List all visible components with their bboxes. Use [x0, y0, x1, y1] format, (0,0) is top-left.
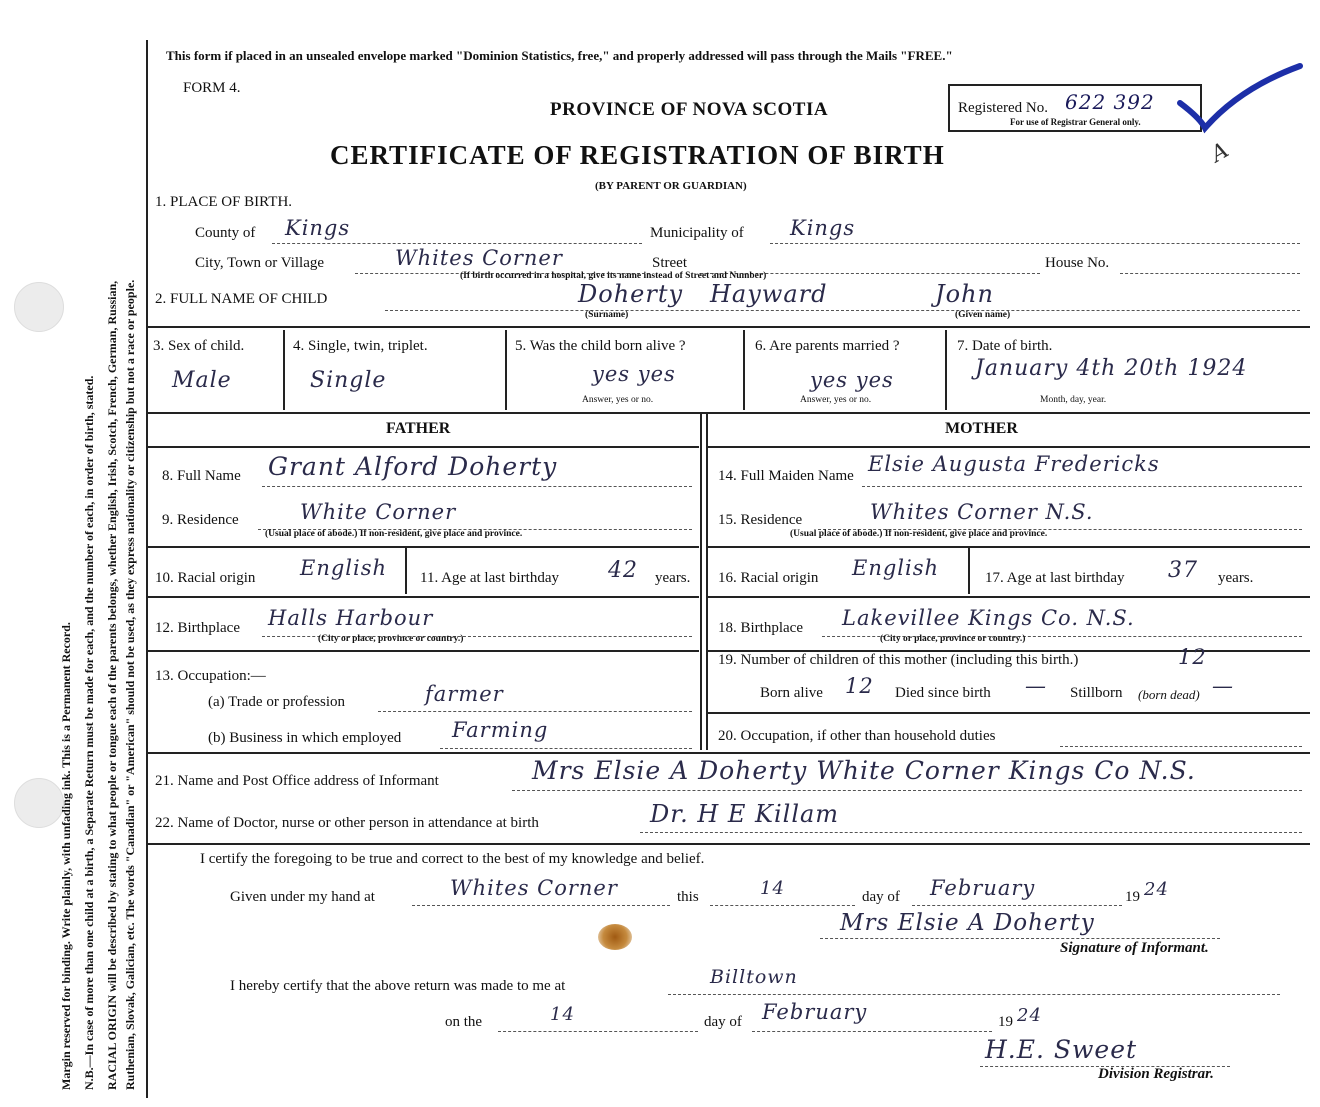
father-business-label: (b) Business in which employed	[208, 730, 402, 746]
father-birthplace-value: Halls Harbour	[268, 606, 434, 630]
mother-birthplace-value: Lakevillee Kings Co. N.S.	[842, 606, 1135, 630]
stillborn-label: Stillborn	[1070, 685, 1123, 701]
left-border	[146, 40, 148, 1098]
mother-birthplace-label: 18. Birthplace	[718, 620, 803, 636]
certification-statement: I certify the foregoing to be true and correct to the best of my knowledge and belief.	[200, 851, 705, 867]
margin-note-binding: Margin reserved for binding. Write plainly, with unfading ink. This is a Permanent Record.	[59, 622, 73, 1090]
binding-hole-top	[14, 282, 64, 332]
margin-note-racial-origin: RACIAL ORIGIN will be described by stating to what people or tongue each of the parents belongs, whether English, Irish, Scotch, French, German, Russian,	[105, 280, 119, 1090]
father-age-label: 11. Age at last birthday	[420, 570, 559, 586]
parents-married-value: yes yes	[810, 368, 894, 392]
died-since-birth-label: Died since birth	[895, 685, 991, 701]
born-alive-count-label: Born alive	[760, 685, 823, 701]
registrar-year-prefix: 19	[998, 1014, 1013, 1030]
mother-children-value: 12	[1178, 645, 1207, 669]
certificate-title: CERTIFICATE OF REGISTRATION OF BIRTH	[330, 140, 945, 170]
blue-check-mark-icon	[1170, 58, 1310, 148]
registered-box	[948, 84, 1202, 132]
parents-married-label: 6. Are parents married ?	[755, 338, 900, 354]
form-number: FORM 4.	[183, 80, 241, 96]
mother-residence-label: 15. Residence	[718, 512, 803, 528]
born-alive-note: Answer, yes or no.	[582, 395, 654, 405]
place-heading: 1. PLACE OF BIRTH.	[155, 194, 293, 210]
mother-heading: MOTHER	[945, 420, 1018, 437]
sex-value: Male	[172, 368, 232, 393]
parents-married-note: Answer, yes or no.	[800, 395, 872, 405]
informant-value: Mrs Elsie A Doherty White Corner Kings Co N.S.	[532, 756, 1196, 785]
child-middle-name: Hayward	[710, 280, 828, 308]
house-label: House No.	[1045, 255, 1110, 271]
registrar-year-value: 24	[1017, 1005, 1042, 1026]
multiple-birth-value: Single	[310, 368, 387, 393]
mother-birthplace-note: (City or place, province or country.)	[880, 634, 1026, 644]
given-under-hand-label: Given under my hand at	[230, 889, 375, 905]
mother-racial-value: English	[852, 556, 940, 580]
registrar-note: For use of Registrar General only.	[1010, 117, 1141, 127]
died-since-birth-value: —	[1025, 674, 1047, 698]
father-residence-note: (Usual place of abode.) If non-resident, give place and province.	[265, 529, 523, 539]
informant-label: 21. Name and Post Office address of Informant	[155, 773, 439, 789]
father-age-value: 42	[608, 558, 638, 583]
date-of-birth-label: 7. Date of birth.	[957, 338, 1053, 354]
municipality-value: Kings	[790, 216, 856, 240]
doctor-label: 22. Name of Doctor, nurse or other person in attendance at birth	[155, 815, 539, 831]
father-business-value: Farming	[452, 718, 549, 742]
given-year-value: 24	[1144, 879, 1169, 900]
stillborn-note: (born dead)	[1138, 687, 1200, 702]
street-label: Street	[652, 255, 687, 271]
informant-signature: Mrs Elsie A Doherty	[840, 910, 1095, 936]
multiple-birth-label: 4. Single, twin, triplet.	[293, 338, 428, 354]
doctor-value: Dr. H E Killam	[650, 800, 840, 828]
father-residence-label: 9. Residence	[162, 512, 239, 528]
city-label: City, Town or Village	[195, 255, 325, 271]
municipality-label: Municipality of	[650, 225, 744, 241]
mother-residence-value: Whites Corner N.S.	[870, 500, 1094, 524]
stillborn-value: —	[1212, 674, 1234, 698]
surname-note: (Surname)	[585, 310, 629, 320]
registrar-month-value: February	[762, 1000, 868, 1024]
province-heading: PROVINCE OF NOVA SCOTIA	[550, 99, 829, 120]
ink-stain	[598, 924, 632, 950]
registered-label: Registered No.	[958, 100, 1048, 116]
county-value: Kings	[285, 216, 351, 240]
born-alive-value: yes yes	[592, 362, 676, 386]
registrar-day-of-label: day of	[704, 1014, 742, 1030]
father-age-unit: years.	[655, 570, 691, 586]
mother-name-value: Elsie Augusta Fredericks	[868, 452, 1160, 476]
this-label: this	[677, 889, 699, 905]
stamp-mark: A	[1206, 137, 1235, 168]
sex-label: 3. Sex of child.	[153, 338, 245, 354]
born-alive-label: 5. Was the child born alive ?	[515, 338, 686, 354]
informant-signature-label: Signature of Informant.	[1060, 940, 1209, 956]
father-heading: FATHER	[386, 420, 451, 437]
mail-notice: This form if placed in an unsealed envelope marked "Dominion Statistics, free," and properly addressed will pass through the Mails "FREE."	[166, 48, 953, 63]
given-year-prefix: 19	[1125, 889, 1140, 905]
county-label: County of	[195, 225, 256, 241]
father-name-label: 8. Full Name	[162, 468, 241, 484]
binding-hole-bottom	[14, 778, 64, 828]
registrar-place-value: Billtown	[710, 966, 798, 988]
registrar-signature-label: Division Registrar.	[1098, 1066, 1214, 1082]
father-racial-value: English	[300, 556, 388, 580]
child-surname: Doherty	[578, 280, 684, 308]
registrar-statement: I hereby certify that the above return was made to me at	[230, 978, 566, 994]
date-of-birth-value: January 4th 20th 1924	[975, 356, 1248, 381]
father-trade-value: farmer	[425, 682, 504, 706]
mother-racial-label: 16. Racial origin	[718, 570, 819, 586]
father-occupation-label: 13. Occupation:—	[155, 668, 266, 684]
father-residence-value: White Corner	[300, 500, 457, 524]
margin-note-multiple-births: N.B.—In case of more than one child at a birth, a Separate Return must be made for each, and the number of each, in order of birth, stated.	[82, 375, 96, 1090]
father-name-value: Grant Alford Doherty	[268, 452, 558, 481]
mother-age-value: 37	[1168, 558, 1198, 583]
given-month-value: February	[930, 876, 1036, 900]
mother-residence-note: (Usual place of abode.) If non-resident, give place and province.	[790, 529, 1048, 539]
city-value: Whites Corner	[395, 246, 563, 270]
mother-age-unit: years.	[1218, 570, 1254, 586]
on-the-label: on the	[445, 1014, 483, 1030]
child-given-name: John	[935, 280, 994, 308]
mother-occupation-label: 20. Occupation, if other than household duties	[718, 728, 996, 744]
born-alive-count-value: 12	[845, 674, 874, 698]
given-name-note: (Given name)	[955, 310, 1011, 320]
mother-name-label: 14. Full Maiden Name	[718, 468, 854, 484]
hospital-note: (If birth occurred in a hospital, give its name instead of Street and Number)	[460, 271, 767, 281]
given-day-value: 14	[760, 878, 785, 899]
margin-note-racial-origin-cont: Ruthenian, Slovak, Galician, etc. The words "Canadian" or "American" should not be used, as they express nationality or citizenship but not a race or people.	[123, 279, 137, 1090]
given-day-of-label: day of	[862, 889, 900, 905]
father-trade-label: (a) Trade or profession	[208, 694, 346, 710]
registered-number: 622 392	[1065, 90, 1155, 114]
mother-age-label: 17. Age at last birthday	[985, 570, 1125, 586]
given-place-value: Whites Corner	[450, 876, 618, 900]
registrar-day-value: 14	[550, 1004, 575, 1025]
child-name-label: 2. FULL NAME OF CHILD	[155, 291, 328, 307]
father-birthplace-note: (City or place, province or country.)	[318, 634, 464, 644]
mother-children-label: 19. Number of children of this mother (including this birth.)	[718, 652, 1079, 668]
certificate-subtitle: (BY PARENT OR GUARDIAN)	[595, 180, 747, 192]
father-birthplace-label: 12. Birthplace	[155, 620, 240, 636]
date-of-birth-note: Month, day, year.	[1040, 395, 1107, 405]
father-racial-label: 10. Racial origin	[155, 570, 256, 586]
registrar-signature: H.E. Sweet	[985, 1035, 1138, 1064]
